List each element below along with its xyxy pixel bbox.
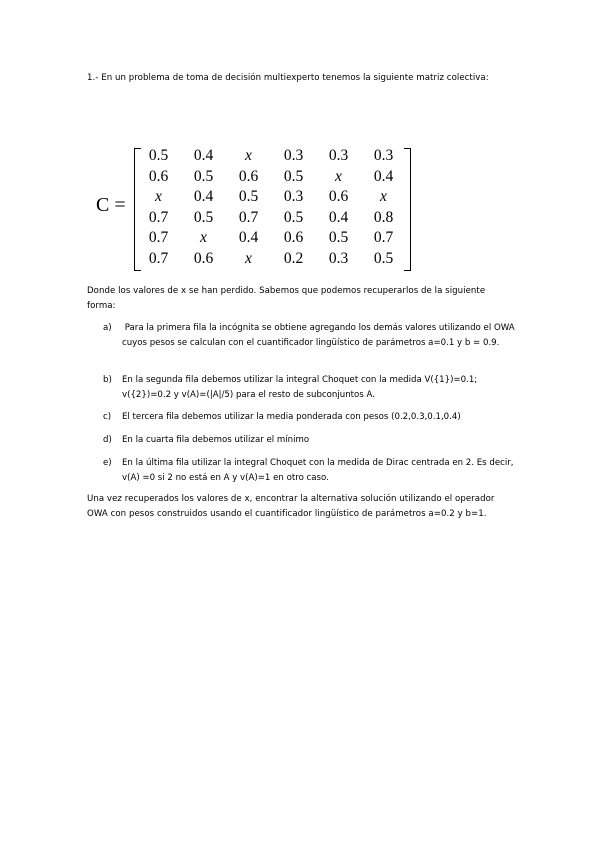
matrix-cell: 0.5 [238, 188, 259, 206]
matrix-cell: 0.7 [148, 208, 169, 226]
matrix-row [136, 187, 406, 208]
list-item-text: Para la primera fila la incógnita se obtiene agregando los demás valores utilizando el OWA cuyos pesos se calculan con el cuantificador lingüístico de parámetros a=0.1 y b = 0.9. [122, 323, 518, 348]
matrix-cell: 0.2 [283, 249, 304, 267]
matrix-cell: 0.5 [193, 208, 214, 226]
matrix-row [136, 146, 406, 167]
matrix-cell: 0.7 [373, 229, 394, 247]
final-paragraph: Una vez recuperados los valores de x, encontrar la alternativa solución utilizando el operador OWA con pesos construidos usando el cuantificador lingüístico de parámetros a=0.2 y b=1. [87, 494, 495, 519]
matrix-right-bracket [404, 148, 411, 271]
matrix-row [136, 249, 406, 270]
matrix-grid [136, 146, 406, 269]
matrix-cell: x [155, 188, 162, 206]
list-marker: c) [103, 412, 112, 422]
matrix-cell: 0.4 [238, 229, 259, 247]
missing-values-paragraph: Donde los valores de x se han perdido. Sabemos que podemos recuperarlos de la siguiente forma: [87, 286, 486, 311]
matrix-cell: 0.4 [193, 147, 214, 165]
list-item-text: En la cuarta fila debemos utilizar el mínimo [122, 435, 310, 445]
matrix-cell: x [335, 167, 342, 185]
matrix-cell: 0.3 [373, 147, 394, 165]
matrix-cell: 0.5 [328, 229, 349, 247]
matrix-cell: 0.6 [328, 188, 349, 206]
list-marker: e) [103, 458, 112, 468]
matrix-cell: 0.8 [373, 208, 394, 226]
matrix-row [136, 167, 406, 188]
matrix-cell: 0.4 [373, 167, 394, 185]
matrix-cell: 0.6 [193, 249, 214, 267]
matrix-cell: 0.5 [193, 167, 214, 185]
matrix-cell: 0.4 [328, 208, 349, 226]
matrix-cell: x [380, 188, 387, 206]
matrix-cell: 0.6 [283, 229, 304, 247]
list-item-text: En la última fila utilizar la integral Choquet con la medida de Dirac centrada en 2. Es decir, v(A) =0 si 2 no está en A y v(A)=1 en otro caso. [122, 458, 514, 483]
problem-intro: 1.- En un problema de toma de decisión multiexperto tenemos la siguiente matriz colectiva: [87, 73, 489, 83]
matrix-cell: 0.3 [283, 147, 304, 165]
matrix-row [136, 208, 406, 229]
matrix-label: C = [96, 194, 126, 216]
matrix-cell: x [245, 249, 252, 267]
list-marker: a) [103, 323, 112, 333]
collective-matrix [96, 146, 426, 271]
matrix-cell: 0.5 [283, 208, 304, 226]
matrix-cell: 0.5 [148, 147, 169, 165]
matrix-row [136, 228, 406, 249]
matrix-cell: 0.6 [148, 167, 169, 185]
matrix-cell: x [200, 229, 207, 247]
list-item-text: En la segunda fila debemos utilizar la integral Choquet con la medida V({1})=0.1; v({2})=0.2 y v(A)=(|A|/5) para el resto de subconjuntos A. [122, 375, 478, 400]
list-marker: d) [103, 435, 112, 445]
matrix-cell: 0.7 [148, 229, 169, 247]
matrix-cell: 0.3 [283, 188, 304, 206]
matrix-cell: 0.3 [328, 147, 349, 165]
list-marker: b) [103, 375, 112, 385]
matrix-cell: 0.6 [238, 167, 259, 185]
matrix-cell: 0.5 [283, 167, 304, 185]
matrix-cell: 0.4 [193, 188, 214, 206]
matrix-cell: 0.5 [373, 249, 394, 267]
list-item-text: El tercera fila debemos utilizar la media ponderada con pesos (0.2,0.3,0.1,0.4) [122, 412, 461, 422]
matrix-cell: 0.7 [238, 208, 259, 226]
matrix-cell: 0.7 [148, 249, 169, 267]
matrix-cell: x [245, 147, 252, 165]
matrix-cell: 0.3 [328, 249, 349, 267]
